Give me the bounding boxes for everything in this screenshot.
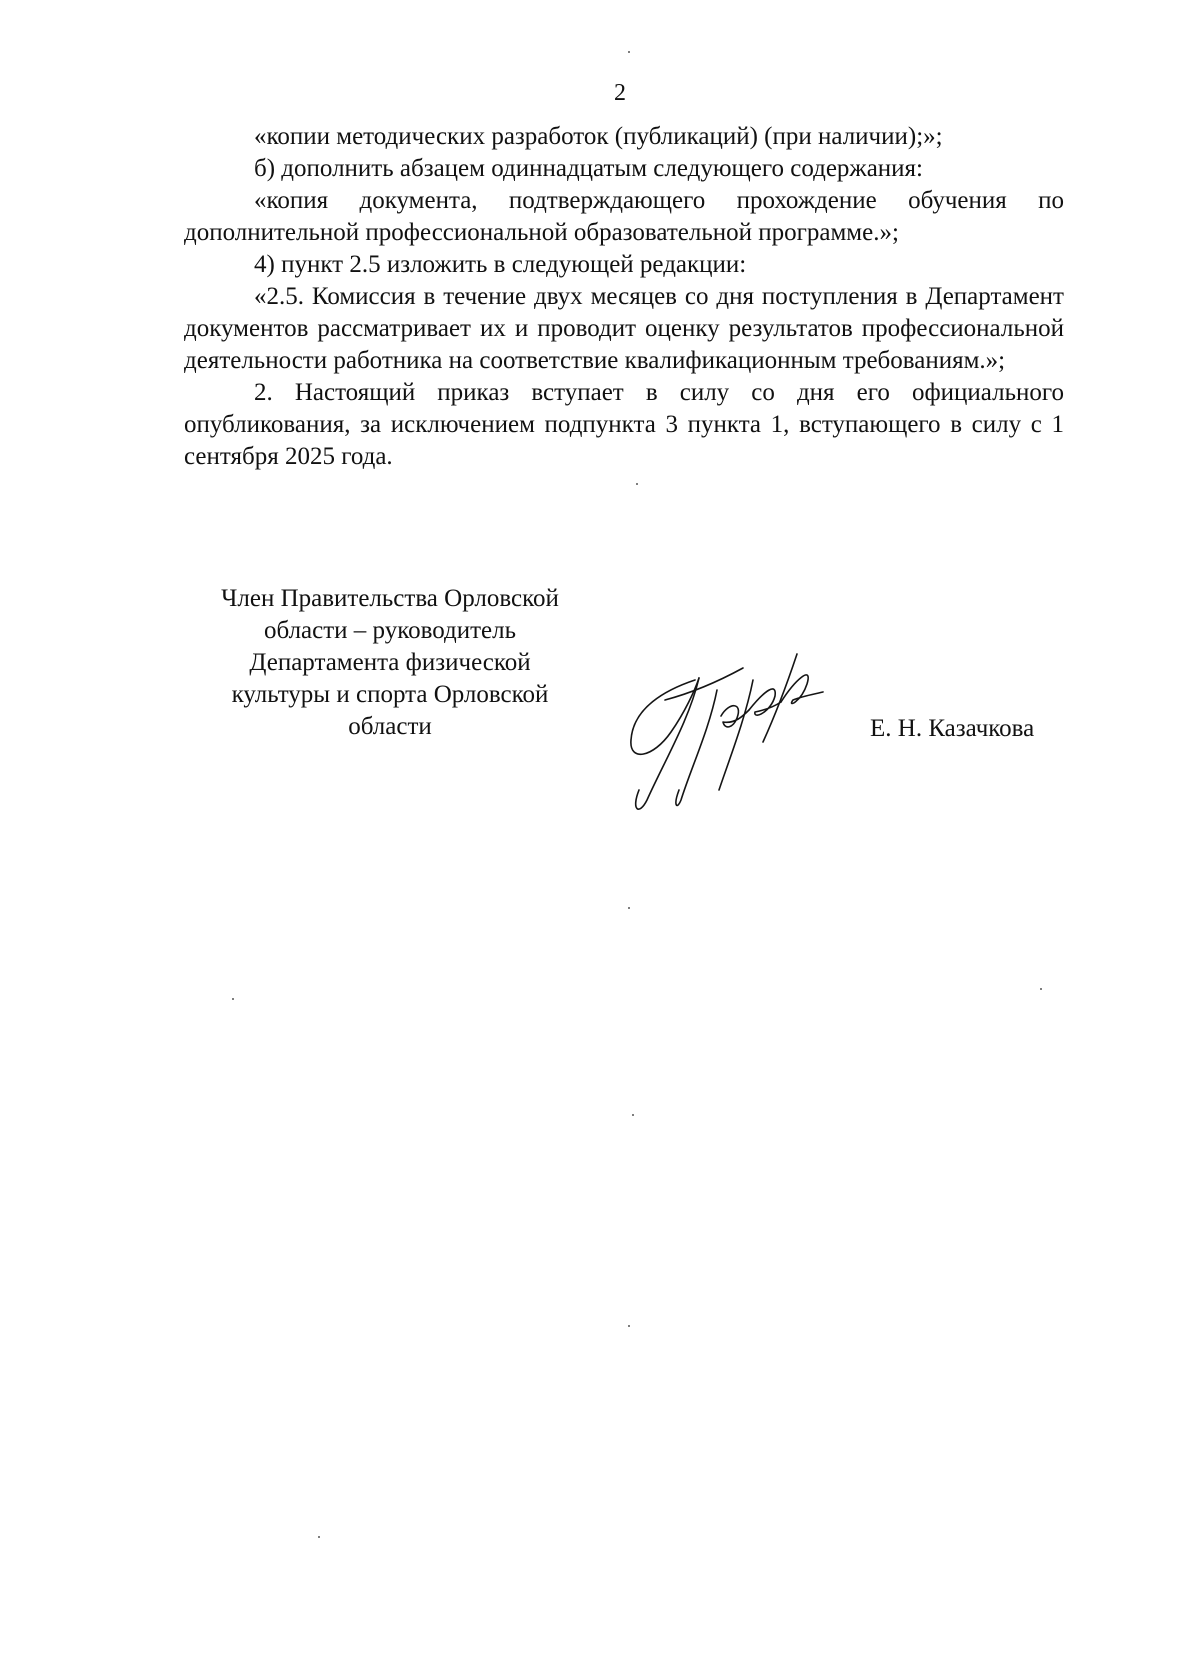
position-line: Департамента физической [249, 649, 531, 676]
handwritten-signature [625, 650, 835, 820]
paragraph-entry-into-force: 2. Настоящий приказ вступает в силу со дня его официального опубликования, за исключением подпункта 3 пункта 1, вступающего в силу с 1 сентября 2025 года. [184, 379, 1064, 470]
position-line: культуры и спорта Орловской [231, 681, 549, 708]
scan-speck [232, 998, 234, 1000]
paragraph-copies-of-methodical-works: «копии методических разработок (публикаций) (при наличии);»; [254, 123, 943, 150]
position-line: Член Правительства Орловской [221, 585, 559, 612]
paragraph-item-4: 4) пункт 2.5 изложить в следующей редакции: [254, 251, 747, 278]
scan-speck [1040, 988, 1042, 990]
scan-speck [318, 1536, 320, 1538]
scan-speck [628, 51, 630, 53]
paragraph-clause-2-5: «2.5. Комиссия в течение двух месяцев со дня поступления в Департамент документов рассматривает их и проводит оценку результатов профессиональной деятельности работника на соответствие квалификационным требованиям.»; [184, 283, 1064, 374]
page-number: 2 [614, 80, 626, 106]
scan-speck [628, 907, 630, 909]
signatory-position [190, 583, 590, 743]
paragraph-add-eleventh-subparagraph: б) дополнить абзацем одиннадцатым следующего содержания: [254, 155, 924, 182]
scan-speck [636, 483, 638, 485]
scan-speck [632, 1114, 634, 1116]
paragraph-training-document-copy: «копия документа, подтверждающего прохождение обучения по дополнительной профессиональной образовательной программе.»; [184, 187, 1064, 246]
signer-name: Е. Н. Казачкова [870, 715, 1035, 742]
position-line: области [348, 713, 432, 740]
scan-speck [628, 1325, 630, 1327]
document-body [184, 121, 1064, 473]
position-line: области – руководитель [263, 617, 517, 644]
